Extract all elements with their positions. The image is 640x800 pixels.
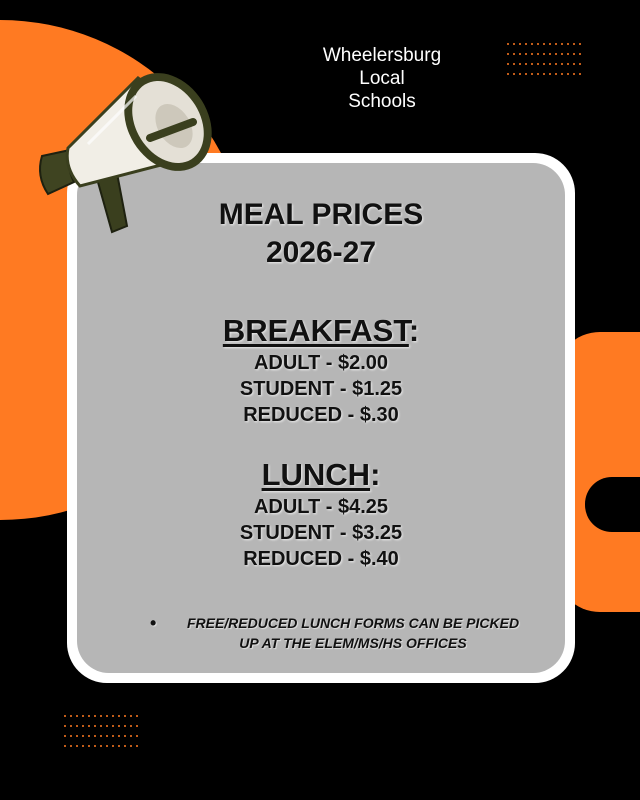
- decor-dot: [94, 725, 96, 727]
- decor-dot: [567, 43, 569, 45]
- school-name-line-2: Local: [359, 68, 405, 89]
- megaphone-icon: [28, 58, 238, 238]
- dot-grid-bottom: [64, 715, 142, 750]
- decor-dot: [76, 725, 78, 727]
- decor-dot: [94, 735, 96, 737]
- school-name-line-1: Wheelersburg: [322, 45, 442, 66]
- decor-dot: [88, 715, 90, 717]
- decor-dot: [561, 53, 563, 55]
- decor-dot: [561, 43, 563, 45]
- decor-dot: [112, 725, 114, 727]
- lunch-price-reduced: REDUCED - $.40: [243, 548, 399, 570]
- decor-dot: [573, 63, 575, 65]
- decor-dot: [76, 715, 78, 717]
- decor-dot: [124, 715, 126, 717]
- decor-dot: [130, 725, 132, 727]
- decor-dot: [519, 43, 521, 45]
- decor-dot: [130, 745, 132, 747]
- decor-dot: [64, 735, 66, 737]
- decor-dot: [519, 63, 521, 65]
- title-line-1: MEAL PRICES: [218, 198, 424, 231]
- decor-dot: [561, 63, 563, 65]
- decor-dot: [100, 735, 102, 737]
- lunch-heading: [77, 456, 565, 494]
- decor-dot: [94, 715, 96, 717]
- decor-dot: [519, 53, 521, 55]
- decor-dot: [106, 725, 108, 727]
- decor-dot: [549, 43, 551, 45]
- decor-dot: [70, 745, 72, 747]
- decor-dot: [573, 43, 575, 45]
- decor-dot: [507, 73, 509, 75]
- decor-dot: [112, 745, 114, 747]
- decor-dot: [82, 725, 84, 727]
- decor-dot: [70, 735, 72, 737]
- decor-dot: [112, 715, 114, 717]
- decor-dot: [549, 53, 551, 55]
- decor-dot: [525, 43, 527, 45]
- decor-dot: [136, 725, 138, 727]
- decor-dot: [507, 43, 509, 45]
- decor-dot: [88, 725, 90, 727]
- breakfast-price-adult: ADULT - $2.00: [253, 352, 389, 374]
- decor-dot: [130, 715, 132, 717]
- decor-dot: [136, 745, 138, 747]
- decor-dot: [513, 43, 515, 45]
- breakfast-heading-text: BREAKFAST: [222, 313, 409, 348]
- decor-dot: [537, 43, 539, 45]
- lunch-heading-text: LUNCH: [261, 457, 371, 492]
- lunch-price-student: STUDENT - $3.25: [239, 522, 403, 544]
- decor-dot: [136, 715, 138, 717]
- decor-dot: [525, 73, 527, 75]
- decor-dot: [567, 53, 569, 55]
- decor-dot: [100, 725, 102, 727]
- decor-dot: [567, 63, 569, 65]
- decor-dot: [124, 745, 126, 747]
- decor-dot: [76, 745, 78, 747]
- breakfast-heading-colon: :: [408, 313, 420, 348]
- decor-dot: [507, 63, 509, 65]
- decor-dot: [555, 63, 557, 65]
- breakfast-heading: [77, 312, 565, 350]
- decor-dot: [579, 53, 581, 55]
- decor-dot: [573, 73, 575, 75]
- decor-dot: [537, 63, 539, 65]
- decor-dot: [64, 715, 66, 717]
- decor-dot: [549, 63, 551, 65]
- decor-dot: [118, 735, 120, 737]
- decor-dot: [100, 715, 102, 717]
- decor-dot: [70, 715, 72, 717]
- decor-dot: [561, 73, 563, 75]
- decor-dot: [64, 745, 66, 747]
- decor-dot: [82, 745, 84, 747]
- decor-dot: [543, 43, 545, 45]
- decor-dot: [106, 745, 108, 747]
- decor-dot: [106, 715, 108, 717]
- breakfast-section: [77, 312, 565, 428]
- decor-dot: [130, 735, 132, 737]
- school-name: [300, 44, 464, 113]
- breakfast-price-reduced: REDUCED - $.30: [243, 404, 399, 426]
- decor-dot: [112, 735, 114, 737]
- decor-dot: [106, 735, 108, 737]
- note-bullet: •: [150, 613, 157, 633]
- decor-dot: [118, 715, 120, 717]
- decor-dot: [531, 43, 533, 45]
- decor-dot: [555, 73, 557, 75]
- decor-dot: [537, 53, 539, 55]
- decor-dot: [124, 725, 126, 727]
- decor-dot: [579, 43, 581, 45]
- decor-dot: [513, 53, 515, 55]
- decor-dot: [118, 745, 120, 747]
- decor-dot: [573, 53, 575, 55]
- decor-dot: [124, 735, 126, 737]
- decor-dot: [118, 725, 120, 727]
- decor-dot: [543, 63, 545, 65]
- decor-dot: [579, 73, 581, 75]
- lunch-price-adult: ADULT - $4.25: [253, 496, 389, 518]
- decor-dot: [525, 63, 527, 65]
- school-name-line-3: Schools: [348, 91, 416, 112]
- decor-dot: [94, 745, 96, 747]
- decor-dot: [82, 735, 84, 737]
- decor-dot: [88, 745, 90, 747]
- black-notch-decoration: [585, 477, 640, 532]
- decor-dot: [100, 745, 102, 747]
- decor-dot: [531, 53, 533, 55]
- decor-dot: [567, 73, 569, 75]
- decor-dot: [555, 43, 557, 45]
- breakfast-price-student: STUDENT - $1.25: [239, 378, 403, 400]
- lunch-section: [77, 456, 565, 572]
- decor-dot: [507, 53, 509, 55]
- dot-grid-top: [507, 43, 585, 78]
- decor-dot: [525, 53, 527, 55]
- decor-dot: [537, 73, 539, 75]
- decor-dot: [136, 735, 138, 737]
- title-line-2: 2026-27: [265, 236, 377, 269]
- decor-dot: [64, 725, 66, 727]
- decor-dot: [519, 73, 521, 75]
- decor-dot: [549, 73, 551, 75]
- decor-dot: [531, 63, 533, 65]
- decor-dot: [70, 725, 72, 727]
- decor-dot: [88, 735, 90, 737]
- decor-dot: [579, 63, 581, 65]
- forms-note: [150, 613, 530, 653]
- decor-dot: [555, 53, 557, 55]
- decor-dot: [513, 73, 515, 75]
- lunch-heading-colon: :: [370, 457, 381, 492]
- decor-dot: [543, 53, 545, 55]
- decor-dot: [82, 715, 84, 717]
- decor-dot: [531, 73, 533, 75]
- decor-dot: [543, 73, 545, 75]
- note-text: FREE/REDUCED LUNCH FORMS CAN BE PICKED UP AT THE ELEM/MS/HS OFFICES: [186, 615, 520, 651]
- decor-dot: [513, 63, 515, 65]
- decor-dot: [76, 735, 78, 737]
